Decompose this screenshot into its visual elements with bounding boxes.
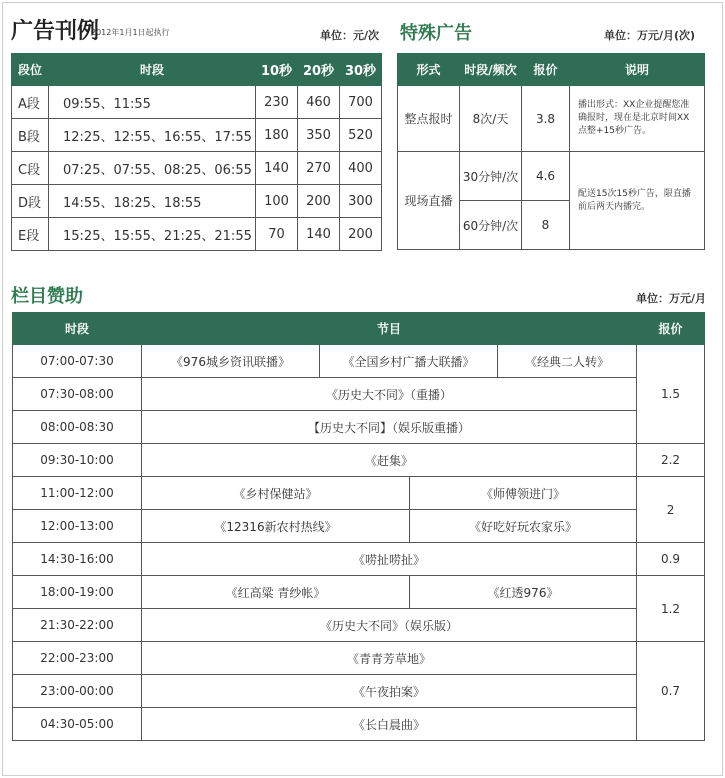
price-10s: 180 xyxy=(256,119,298,152)
special-header-row xyxy=(398,54,705,86)
table-row xyxy=(12,152,382,185)
price-cell: 2.2 xyxy=(637,444,705,477)
price-20s: 270 xyxy=(298,152,340,185)
program-cell: 《976城乡资讯联播》 xyxy=(142,345,320,378)
price-30s: 200 xyxy=(340,218,382,251)
col-header-note: 说明 xyxy=(570,54,705,86)
price-20s: 200 xyxy=(298,185,340,218)
col-header-frequency: 时段/频次 xyxy=(460,54,522,86)
table-row xyxy=(12,86,382,119)
price-30s: 700 xyxy=(340,86,382,119)
table-row xyxy=(13,576,705,609)
program-cell: 《12316新农村热线》 xyxy=(142,510,410,543)
time-cell: 09:30-10:00 xyxy=(13,444,142,477)
price-10s: 140 xyxy=(256,152,298,185)
time-cell: 07:25、07:55、08:25、06:55 xyxy=(49,152,256,185)
program-cell: 《师傅领进门》 xyxy=(410,477,637,510)
col-header-time: 时段 xyxy=(49,54,256,86)
col-header-form: 形式 xyxy=(398,54,460,86)
price-cell: 1.5 xyxy=(637,345,705,444)
table-row xyxy=(13,609,705,642)
time-cell: 12:00-13:00 xyxy=(13,510,142,543)
program-cell: 《历史大不同》（娱乐版） xyxy=(142,609,637,642)
rates-table xyxy=(11,53,382,251)
time-cell: 12:25、12:55、16:55、17:55 xyxy=(49,119,256,152)
table-row xyxy=(398,152,705,201)
program-cell: 《乡村保健站》 xyxy=(142,477,410,510)
note-cell: 配送15次15秒广告，限直播前后两天内播完。 xyxy=(570,152,705,250)
table-row xyxy=(13,510,705,543)
time-cell: 11:00-12:00 xyxy=(13,477,142,510)
col-header-segment: 段位 xyxy=(12,54,49,86)
price-20s: 350 xyxy=(298,119,340,152)
price-10s: 100 xyxy=(256,185,298,218)
time-cell: 14:30-16:00 xyxy=(13,543,142,576)
frequency-cell: 8次/天 xyxy=(460,86,522,152)
table-row xyxy=(13,411,705,444)
table-row xyxy=(12,119,382,152)
price-cell: 2 xyxy=(637,477,705,543)
special-title: 特殊广告 xyxy=(400,23,472,44)
program-cell: 《长白晨曲》 xyxy=(142,708,637,741)
time-cell: 21:30-22:00 xyxy=(13,609,142,642)
price-10s: 70 xyxy=(256,218,298,251)
price-cell: 4.6 xyxy=(522,152,570,201)
price-20s: 140 xyxy=(298,218,340,251)
rates-subtitle: 2012年1月1日起执行 xyxy=(91,28,170,37)
segment-cell: D段 xyxy=(12,185,49,218)
price-30s: 300 xyxy=(340,185,382,218)
rates-header-row xyxy=(12,54,382,86)
program-cell: 《全国乡村广播大联播》 xyxy=(320,345,498,378)
table-row xyxy=(13,543,705,576)
price-cell: 3.8 xyxy=(522,86,570,152)
sponsor-title: 栏目赞助 xyxy=(11,286,83,307)
table-row xyxy=(13,378,705,411)
program-cell: 《好吃好玩农家乐》 xyxy=(410,510,637,543)
frequency-cell: 60分钟/次 xyxy=(460,201,522,250)
sponsor-header-row xyxy=(13,313,705,345)
time-cell: 23:00-00:00 xyxy=(13,675,142,708)
time-cell: 14:55、18:25、18:55 xyxy=(49,185,256,218)
program-cell: 《红高粱 青纱帐》 xyxy=(142,576,410,609)
price-cell: 1.2 xyxy=(637,576,705,642)
price-cell: 0.9 xyxy=(637,543,705,576)
special-unit: 单位：万元/月(次) xyxy=(604,29,696,42)
price-cell: 8 xyxy=(522,201,570,250)
price-30s: 400 xyxy=(340,152,382,185)
table-row xyxy=(13,444,705,477)
form-cell: 现场直播 xyxy=(398,152,460,250)
col-header-20s: 20秒 xyxy=(298,54,340,86)
col-header-30s: 30秒 xyxy=(340,54,382,86)
frequency-cell: 30分钟/次 xyxy=(460,152,522,201)
program-cell: 《经典二人转》 xyxy=(498,345,637,378)
rates-unit: 单位：元/次 xyxy=(320,29,380,42)
program-cell: 《赶集》 xyxy=(142,444,637,477)
sponsor-table xyxy=(12,312,705,741)
program-cell: 《青青芳草地》 xyxy=(142,642,637,675)
price-10s: 230 xyxy=(256,86,298,119)
program-cell: 《红透976》 xyxy=(410,576,637,609)
program-cell: 【历史大不同】（娱乐版重播） xyxy=(142,411,637,444)
form-cell: 整点报时 xyxy=(398,86,460,152)
time-cell: 08:00-08:30 xyxy=(13,411,142,444)
time-cell: 22:00-23:00 xyxy=(13,642,142,675)
table-row xyxy=(12,185,382,218)
col-header-price: 报价 xyxy=(522,54,570,86)
segment-cell: A段 xyxy=(12,86,49,119)
col-header-program: 节目 xyxy=(142,313,637,345)
segment-cell: B段 xyxy=(12,119,49,152)
rates-title: 广告刊例 xyxy=(11,19,100,44)
col-header-time: 时段 xyxy=(13,313,142,345)
price-cell: 0.7 xyxy=(637,642,705,741)
time-cell: 07:00-07:30 xyxy=(13,345,142,378)
table-row xyxy=(13,477,705,510)
sponsor-unit: 单位：万元/月 xyxy=(636,292,707,305)
table-row xyxy=(13,708,705,741)
table-row xyxy=(398,86,705,152)
col-header-10s: 10秒 xyxy=(256,54,298,86)
note-cell: 播出形式：XX企业提醒您准确报时，现在是北京时间XX点整+15秒广告。 xyxy=(570,86,705,152)
special-table xyxy=(397,53,705,250)
table-row xyxy=(13,345,705,378)
segment-cell: C段 xyxy=(12,152,49,185)
time-cell: 18:00-19:00 xyxy=(13,576,142,609)
time-cell: 15:25、15:55、21:25、21:55 xyxy=(49,218,256,251)
time-cell: 04:30-05:00 xyxy=(13,708,142,741)
program-cell: 《历史大不同》（重播） xyxy=(142,378,637,411)
time-cell: 09:55、11:55 xyxy=(49,86,256,119)
program-cell: 《唠扯唠扯》 xyxy=(142,543,637,576)
table-row xyxy=(12,218,382,251)
time-cell: 07:30-08:00 xyxy=(13,378,142,411)
table-row xyxy=(13,642,705,675)
price-30s: 520 xyxy=(340,119,382,152)
col-header-price: 报价 xyxy=(637,313,705,345)
table-row xyxy=(13,675,705,708)
segment-cell: E段 xyxy=(12,218,49,251)
program-cell: 《午夜拍案》 xyxy=(142,675,637,708)
price-20s: 460 xyxy=(298,86,340,119)
